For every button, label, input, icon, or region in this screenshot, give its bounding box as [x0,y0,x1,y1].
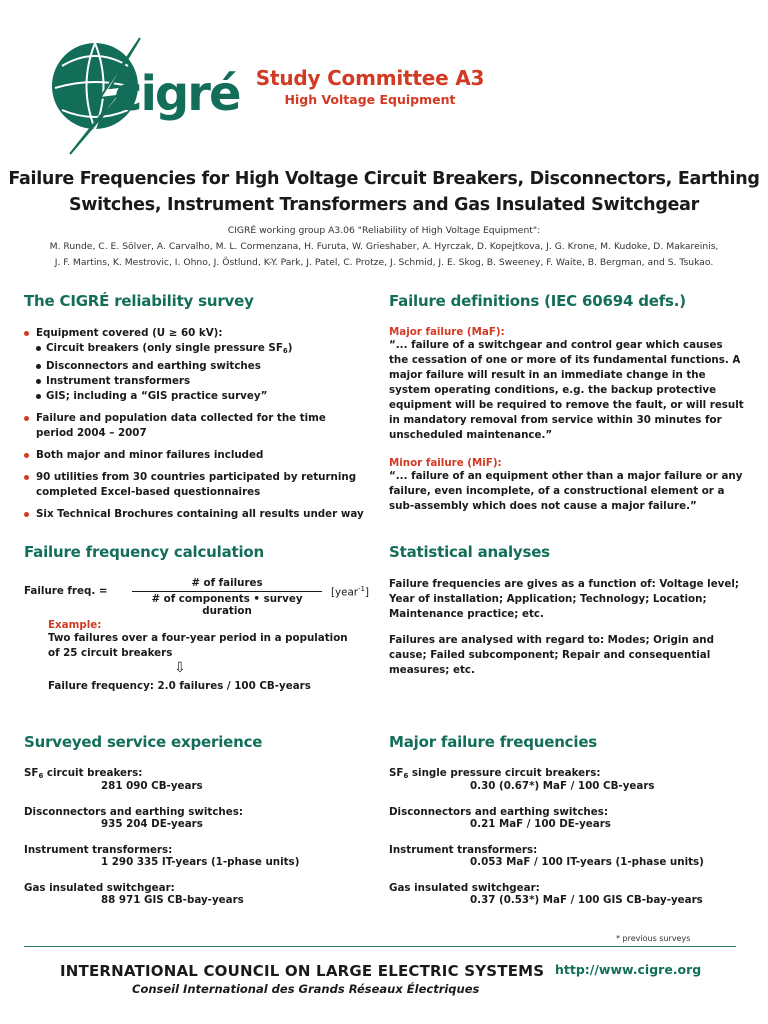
experience-value: 935 204 DE-years [101,818,203,830]
unit-end: ] [364,586,370,599]
frequency-label [389,767,744,780]
definitions-heading: Failure definitions (IEC 60694 defs.) [389,292,686,310]
authors [14,239,754,271]
formula-numerator: # of failures [132,577,322,592]
experience-row [24,767,364,792]
failure-formula [24,577,370,617]
example-block [48,619,348,694]
example-result: Failure frequency: 2.0 failures / 100 CB-years [48,680,311,692]
experience-row [24,844,364,868]
sf6-sub: 6 [38,772,44,780]
footer-divider [24,946,736,947]
experience-row [24,882,364,906]
minor-failure-label: Minor failure (MiF): [389,457,502,469]
frequency-value: 0.21 MaF / 100 DE-years [470,818,611,830]
unit-sup: -1 [358,585,365,593]
sf6-text: SF [24,767,39,779]
stats-heading: Statistical analyses [389,543,550,561]
experience-value: 88 971 GIS CB-bay-years [101,894,244,906]
survey-section [24,292,364,529]
stats-p2: Failures are analysed with regard to: Modes; Origin and cause; Failed subcomponent; Repair and consequential measures; etc. [389,634,715,676]
experience-section [24,733,364,920]
experience-value: 1 290 335 IT-years (1-phase units) [101,856,300,868]
footer-org-name-fr: Conseil International des Grands Réseaux Électriques [132,982,480,996]
definitions-section [389,292,744,514]
stats-p1: Failure frequencies are gives as a function of: Voltage level; Year of installation; Application; Technology; Location; Maintenance practice; etc. [389,578,740,620]
footer-org-name: INTERNATIONAL COUNCIL ON LARGE ELECTRIC SYSTEMS [60,962,545,980]
cb-text: Circuit breakers (only single pressure SF [46,342,283,354]
experience-label-text: circuit breakers: [43,767,143,779]
formula-lhs: Failure freq. = [24,585,108,597]
cigre-logo [40,36,240,156]
logo-wordmark: cigré [114,66,240,122]
survey-list [24,326,364,522]
experience-heading: Surveyed service experience [24,733,263,751]
title-line-1: Failure Frequencies for High Voltage Circuit Breakers, Disconnectors, Earthing [8,169,760,189]
list-item [36,341,364,359]
footer-url-link[interactable]: http://www.cigre.org [555,962,702,977]
authors-line-2: J. F. Martins, K. Mestrovic, I. Ohno, J. Östlund, K-Y. Park, J. Patel, C. Protze, J. Schmid, J. E. Skog, B. Sweeney, F. Waite, B. Bergman, and S. Tsukao. [54,257,714,268]
experience-label: Disconnectors and earthing switches: [24,806,243,818]
page-title [0,166,768,218]
frequency-value: 0.30 (0.67*) MaF / 100 CB-years [470,780,655,792]
experience-label: Gas insulated switchgear: [24,882,175,894]
major-failure-label: Major failure (MaF): [389,326,505,338]
frequency-value: 0.37 (0.53*) MaF / 100 GIS CB-bay-years [470,894,703,906]
working-group: CIGRÉ working group A3.06 "Reliability of High Voltage Equipment": [227,225,541,236]
list-item: 90 utilities from 30 countries participated by returning completed Excel-based questionnaires [24,470,364,500]
list-item: GIS; including a “GIS practice survey” [36,389,364,404]
frequency-row [389,844,744,868]
frequencies-section [389,733,744,920]
survey-heading: The CIGRÉ reliability survey [24,292,254,310]
experience-label: Instrument transformers: [24,844,173,856]
frequency-label: Disconnectors and earthing switches: [389,806,608,818]
frequency-value: 0.053 MaF / 100 IT-years (1-phase units) [470,856,704,868]
frequency-row [389,806,744,830]
frequency-row [389,882,744,906]
committee-header [255,66,485,107]
major-failure-text: “... failure of a switchgear and control gear which causes the cessation of one or more of its fundamental functions. A major failure will result in an immediate change in the system operating conditions, e.g. the backup protective equipment will be required to remove the fault, or will result in mandatory removal from service within 30 minutes for unscheduled maintenance.” [389,339,744,441]
experience-value: 281 090 CB-years [101,780,203,792]
list-item: Both major and minor failures included [24,448,364,463]
down-arrow-icon: ⇩ [174,660,186,676]
experience-row [24,806,364,830]
equipment-sublist [36,341,364,404]
minor-failure-text: “... failure of an equipment other than a major failure or any failure, even incomplete, of a constructional element or a sub-assembly which does not cause a major failure.” [389,470,743,512]
sf6-text: SF [389,767,404,779]
frequencies-heading: Major failure frequencies [389,733,598,751]
experience-label [24,767,364,780]
unit-text: [year [331,586,358,599]
previous-surveys-note: * previous surveys [616,934,691,943]
cb-sub: 6 [282,347,288,355]
formula-denominator: # of components • survey duration [151,593,303,617]
list-item: Six Technical Brochures containing all results under way [24,507,364,522]
list-item: Disconnectors and earthing switches [36,359,364,374]
sf6-sub: 6 [403,772,409,780]
frequency-label: Instrument transformers: [389,844,538,856]
title-line-2: Switches, Instrument Transformers and Gas Insulated Switchgear [69,195,699,215]
committee-title: Study Committee A3 [255,66,485,90]
frequency-label: Gas insulated switchgear: [389,882,540,894]
example-text: Two failures over a four-year period in a population of 25 circuit breakers [48,632,348,659]
list-item [24,326,364,404]
stats-section [389,543,744,678]
cb-suffix: ) [287,342,293,354]
committee-subtitle: High Voltage Equipment [284,92,456,107]
calc-heading: Failure frequency calculation [24,543,264,561]
example-label: Example: [48,619,102,631]
list-item: Instrument transformers [36,374,364,389]
list-item: Failure and population data collected for the time period 2004 – 2007 [24,411,364,441]
authors-line-1: M. Runde, C. E. Sölver, A. Carvalho, M. L. Cormenzana, H. Furuta, W. Grieshaber, A. Hyrczak, D. Kopejtkova, J. G. Krone, M. Kudoke, D. Makareinis, [49,241,719,252]
frequency-row [389,767,744,792]
calc-section [24,543,364,561]
formula-unit [331,585,369,598]
equipment-label: Equipment covered (U ≥ 60 kV): [36,327,223,339]
frequency-label-text: single pressure circuit breakers: [408,767,601,779]
